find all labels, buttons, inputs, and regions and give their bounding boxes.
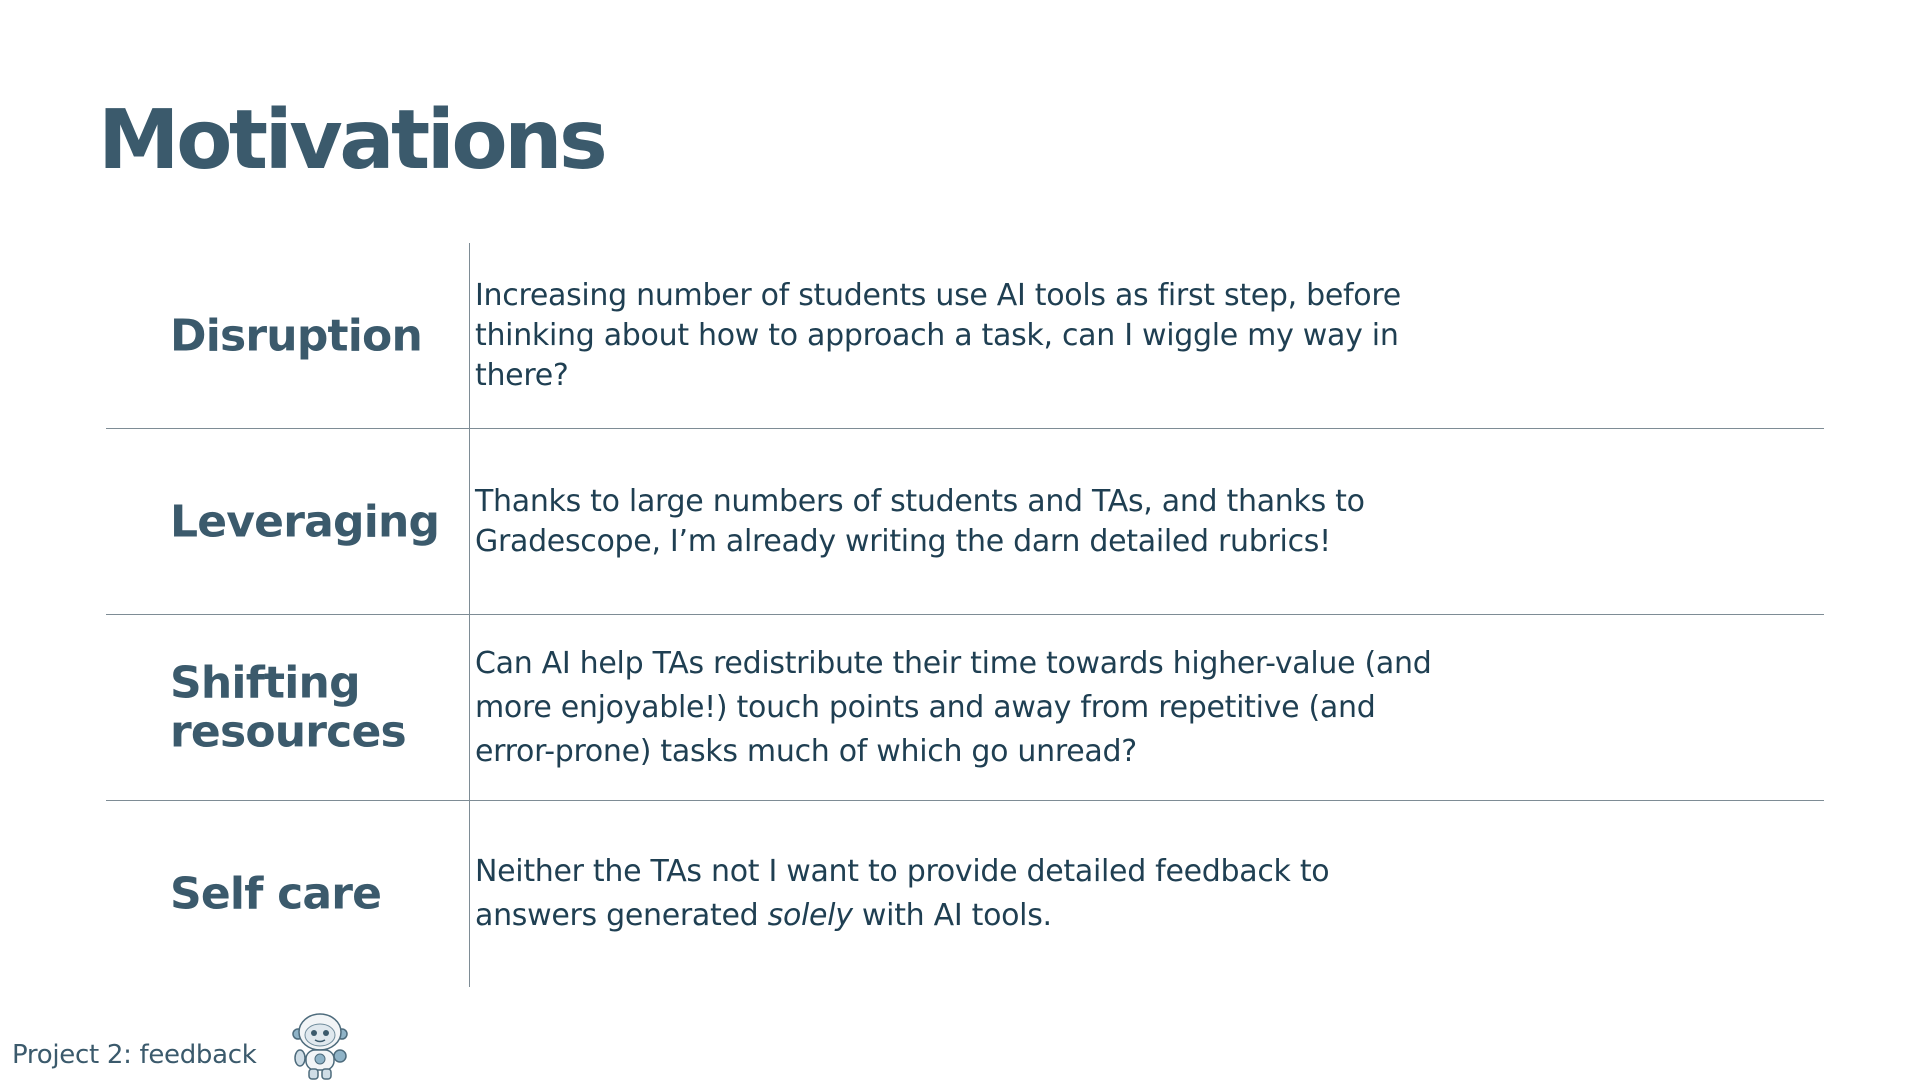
row-heading-leveraging: Leveraging bbox=[170, 495, 440, 547]
self-care-text-emphasis: solely bbox=[767, 898, 853, 933]
row-heading-shifting-resources: Shifting resources bbox=[170, 657, 406, 758]
row-heading-disruption: Disruption bbox=[170, 309, 422, 361]
row-text-disruption: Increasing number of students use AI tools as first step, before thinking about how to approach a task, can I wiggle my way in there? bbox=[475, 277, 1401, 393]
self-care-text-end: with AI tools. bbox=[852, 898, 1052, 933]
row-text-self-care bbox=[475, 850, 1435, 938]
motivations-table bbox=[106, 243, 1824, 987]
table-row-shifting-resources bbox=[106, 615, 1824, 801]
slide-title: Motivations bbox=[98, 93, 605, 188]
table-row-leveraging bbox=[106, 429, 1824, 615]
row-text-shifting-resources: Can AI help TAs redistribute their time towards higher-value (and more enjoyable!) touch points and away from repetitive (and error-prone) tasks much of which go unread? bbox=[475, 645, 1432, 769]
row-heading-self-care: Self care bbox=[170, 868, 382, 920]
self-care-text-start: Neither the TAs not I want to provide detailed feedback to answers generated bbox=[475, 854, 1330, 933]
row-text-leveraging: Thanks to large numbers of students and TAs, and thanks to Gradescope, I’m already writing the darn detailed rubrics! bbox=[475, 483, 1365, 559]
footer-label: Project 2: feedback bbox=[12, 1040, 257, 1070]
table-row-disruption bbox=[106, 243, 1824, 429]
table-row-self-care bbox=[106, 801, 1824, 987]
robot-icon bbox=[288, 1012, 352, 1080]
